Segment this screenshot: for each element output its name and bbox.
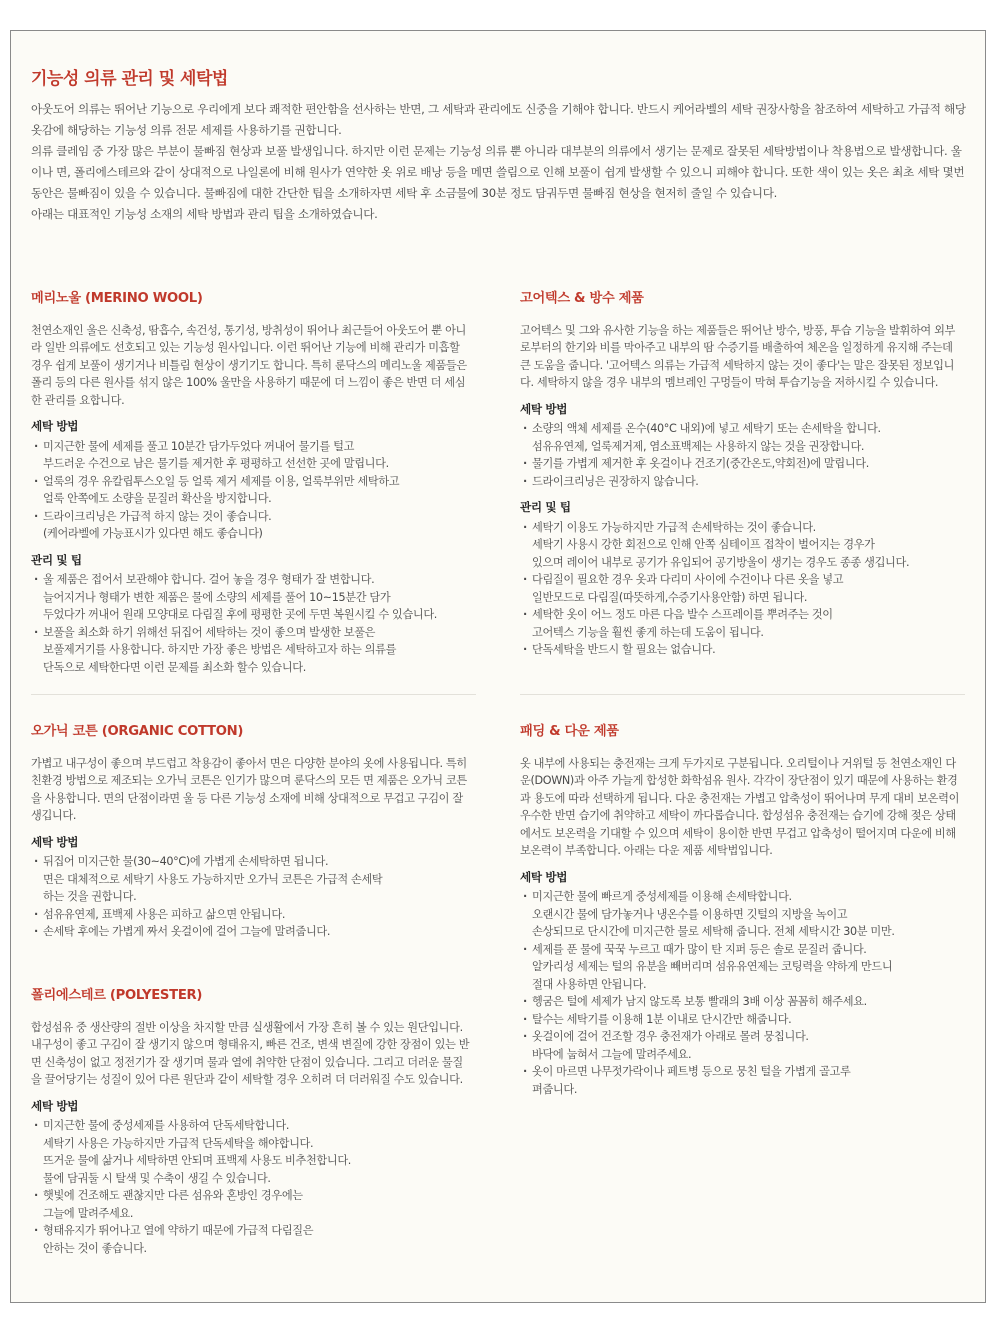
list-item-text: · 물기를 가볍게 제거한 후 옷걸이나 건조기(중간온도,약회전)에 말립니다.	[532, 457, 869, 470]
list-item-continuation: 고어텍스 기능을 훨씬 좋게 하는데 도움이 됩니다.	[532, 625, 764, 639]
section-title: 메리노울 (MERINO WOOL)	[31, 291, 203, 306]
intro-paragraph: 아웃도어 의류는 뛰어난 기능으로 우리에게 보다 쾌적한 편안함을 선사하는 반면, 그 세탁과 관리에도 신중을 기해야 합니다. 반드시 케어라벨의 세탁 권장사항을 참조하여 세탁하고 가급적 해당 옷감에 해당하는 기능성 의류 전문 세제를 사용하기를 권합니다.	[31, 102, 966, 137]
list-item-text: · 헹굼은 털에 세제가 남지 않도록 보통 빨래의 3배 이상 꼼꼼히 해주세요.	[532, 995, 867, 1008]
list-item-continuation: 알카리성 세제는 털의 유분을 빼버리며 섬유유연제는 코팅력을 약하게 만드니	[532, 960, 893, 973]
section-title: 고어텍스 & 방수 제품	[520, 291, 644, 306]
list-item	[520, 941, 965, 994]
list-item-text: · 미지근한 물에 중성세제를 사용하여 단독세탁합니다.	[43, 1119, 290, 1132]
list-item-text: · 세탁한 옷이 어느 정도 마른 다음 발수 스프레이를 뿌려주는 것이	[532, 608, 833, 621]
wash-method-heading: 세탁 방법	[520, 401, 568, 416]
list-item-continuation: 하는 것을 권합니다.	[43, 890, 137, 903]
list-item	[31, 473, 471, 508]
list-item-continuation: 펴줍니다.	[532, 1082, 578, 1096]
list-item-continuation: 세탁기 사용은 가능하지만 가급적 단독세탁을 해야합니다.	[43, 1136, 314, 1150]
list-item	[31, 624, 471, 677]
list-item-text: · 소량의 액체 세제를 온수(40°C 내외)에 넣고 세탁기 또는 손세탁을 합니다.	[532, 422, 881, 435]
list-item-text: · 미지근한 물에 세제를 풀고 10분간 담가두었다 꺼내어 물기를 털고	[43, 439, 355, 453]
care-tips-heading: 관리 및 팁	[31, 552, 82, 567]
list-item-continuation: 부드러운 수건으로 남은 물기를 제거한 후 평평하고 선선한 곳에 말립니다.	[43, 457, 389, 470]
list-item-text: · 울 제품은 접어서 보관해야 합니다. 걸어 놓을 경우 형태가 잘 변합니다.	[43, 573, 375, 586]
wash-method-heading: 세탁 방법	[520, 869, 568, 884]
list-item	[520, 571, 965, 606]
list-item-text: · 형태유지가 뛰어나고 열에 약하기 때문에 가급적 다림질은	[43, 1224, 314, 1237]
list-item-text: · 세제를 푼 물에 꾹꾹 누르고 때가 많이 탄 지퍼 등은 솔로 문질러 줍니다.	[532, 942, 867, 956]
list-item	[520, 641, 965, 659]
list-item	[31, 508, 471, 543]
list-item-continuation: 절대 사용하면 안됩니다.	[532, 977, 647, 991]
list-item-text: · 미지근한 물에 빠르게 중성세제를 이용해 손세탁합니다.	[532, 890, 792, 903]
section-title: 폴리에스테르 (POLYESTER)	[31, 988, 203, 1003]
section-divider	[520, 694, 965, 695]
section-polyester	[31, 987, 471, 1257]
list-item-continuation: 바닥에 눕혀서 그늘에 말려주세요.	[532, 1047, 692, 1061]
section-title: 오가닉 코튼 (ORGANIC COTTON)	[31, 724, 244, 739]
care-tips-heading: 관리 및 팁	[520, 500, 571, 514]
section-padding-down	[520, 723, 965, 1098]
intro-text	[31, 99, 967, 225]
list-item-continuation: (케어라벨에 가능표시가 있다면 해도 좋습니다)	[43, 527, 263, 540]
list-item-text: · 세탁기 이용도 가능하지만 가급적 손세탁하는 것이 좋습니다.	[532, 520, 816, 534]
section-description: 가볍고 내구성이 좋으며 부드럽고 착용감이 좋아서 면은 다양한 분야의 옷에 사용됩니다. 특히 친환경 방법으로 제조되는 오가닉 코튼은 인기가 많으며 룬닥스의 모든 면 제품은 오가닉 코튼을 사용합니다. 면의 단점이라면 울 등 다른 기능성 소재에 비해 상대적으로 무겁고 구김이 잘 생깁니다.	[31, 756, 467, 822]
intro-paragraph: 아래는 대표적인 기능성 소재의 세탁 방법과 관리 팁을 소개하였습니다.	[31, 207, 378, 221]
list-item-text: · 햇빛에 건조해도 괜찮지만 다른 섬유와 혼방인 경우에는	[43, 1189, 303, 1202]
list-item-continuation: 면은 대체적으로 세탁기 사용도 가능하지만 오가닉 코튼은 가급적 손세탁	[43, 872, 383, 886]
list-item-text: · 보풀을 최소화 하기 위해선 뒤집어 세탁하는 것이 좋으며 발생한 보풀은	[43, 625, 376, 639]
list-item	[520, 606, 965, 641]
list-item	[520, 993, 965, 1011]
bullet-list	[31, 1117, 471, 1257]
wash-method-heading: 세탁 방법	[31, 419, 79, 433]
bullet-list	[31, 438, 471, 543]
list-item-text: · 옷이 마르면 나무젓가락이나 페트병 등으로 뭉친 털을 가볍게 골고루	[532, 1065, 851, 1078]
section-description: 옷 내부에 사용되는 충전재는 크게 두가지로 구분됩니다. 오리털이나 거위털 등 천연소재인 다운(DOWN)과 아주 가늘게 합성한 화학섬유 원사. 각각이 장단점이 있기 때문에 사용하는 환경과 용도에 따라 선택하게 됩니다. 다운 충전재는 가볍고 압축성이 뛰어나며 무게 대비 보온력이 우수한 반면 습기에 취약하고 세탁이 까다롭습니다. 합성섬유 충전재는 습기에 강해 젖은 상태에서도 보온력을 기대할 수 있으며 세탁이 용이한 반면 무겁고 압축성이 떨어지며 다운에 비해 보온력이 부족합니다. 아래는 다운 제품 세탁법입니다.	[520, 756, 960, 857]
list-item	[520, 420, 965, 455]
list-item-text: · 다림질이 필요한 경우 옷과 다리미 사이에 수건이나 다른 옷을 넣고	[532, 573, 844, 586]
list-item	[31, 438, 471, 473]
bullet-list	[31, 571, 471, 676]
section-title: 패딩 & 다운 제품	[520, 724, 619, 739]
section-divider	[31, 694, 476, 695]
list-item-continuation: 일반모드로 다림질(따뜻하게,수증기사용안함) 하면 됩니다.	[532, 590, 808, 604]
list-item-text: · 탈수는 세탁기를 이용해 1분 이내로 단시간만 해줍니다.	[532, 1012, 792, 1026]
list-item-continuation: 두었다가 꺼내어 원래 모양대로 다림질 후에 평평한 곳에 두면 복원시킬 수 있습니다.	[43, 608, 438, 621]
list-item	[31, 853, 471, 906]
page-title: 기능성 의류 관리 및 세탁법	[31, 69, 228, 89]
bullet-list	[520, 888, 965, 1098]
list-item-text: · 뒤집어 미지근한 물(30~40°C)에 가볍게 손세탁하면 됩니다.	[43, 855, 329, 868]
list-item-continuation: 있으며 레이어 내부로 공기가 유입되어 공기방울이 생기는 경우도 종종 생깁니다.	[532, 555, 910, 569]
list-item-continuation: 세탁기 사용시 강한 회전으로 인해 안쪽 심테이프 접착이 벌어지는 경우가	[532, 538, 875, 551]
list-item	[31, 1222, 471, 1257]
list-item	[31, 923, 471, 941]
list-item	[520, 519, 965, 572]
section-merino-wool	[31, 290, 471, 676]
list-item-continuation: 얼룩 안쪽에도 소량을 문질러 확산을 방지합니다.	[43, 492, 272, 505]
list-item	[31, 906, 471, 924]
wash-method-heading: 세탁 방법	[31, 834, 79, 849]
section-description: 천연소재인 울은 신축성, 땀흡수, 속건성, 통기성, 방취성이 뛰어나 최근들어 아웃도어 뿐 아니라 일반 의류에도 선호되고 있는 기능성 원사입니다. 이런 뛰어난 기능에 비해 관리가 미흡할 경우 쉽게 보풀이 생기거나 비틀림 현상이 생기기도 합니다. 특히 룬닥스의 메리노울 제품들은 폴리 등의 다른 원사를 섞지 않은 100% 울만을 사용하기 때문에 더 느낌이 좋은 반면 더 세심한 관리를 요합니다.	[31, 323, 467, 407]
list-item-text: · 얼룩의 경우 유칼립투스오일 등 얼룩 제거 세제를 이용, 얼룩부위만 세탁하고	[43, 474, 400, 488]
list-item-continuation: 손상되므로 단시간에 미지근한 물로 세탁해 줍니다. 전체 세탁시간 30분 미만.	[532, 925, 895, 938]
wash-method-heading: 세탁 방법	[31, 1098, 79, 1113]
list-item	[520, 1011, 965, 1029]
bullet-list	[520, 420, 965, 490]
list-item	[31, 1117, 471, 1187]
list-item-continuation: 물에 담궈둘 시 탈색 및 수축이 생길 수 있습니다.	[43, 1171, 271, 1185]
list-item-text: · 옷걸이에 걸어 건조할 경우 충전재가 아래로 몰려 뭉칩니다.	[532, 1030, 809, 1043]
list-item-text: · 섬유유연제, 표백제 사용은 피하고 삶으면 안됩니다.	[43, 907, 286, 921]
list-item-text: · 드라이크리닝은 가급적 하지 않는 것이 좋습니다.	[43, 509, 272, 523]
list-item-continuation: 단독으로 세탁한다면 이런 문제를 최소화 할수 있습니다.	[43, 660, 306, 674]
list-item-continuation: 보풀제거기를 사용합니다. 하지만 가장 좋은 방법은 세탁하고자 하는 의류를	[43, 643, 397, 656]
section-organic-cotton	[31, 723, 471, 941]
list-item	[520, 455, 965, 473]
bullet-list	[31, 853, 471, 941]
bullet-list	[520, 519, 965, 659]
list-item	[520, 1063, 965, 1098]
list-item	[31, 1187, 471, 1222]
list-item	[31, 571, 471, 624]
list-item-continuation: 뜨거운 물에 삶거나 세탁하면 안되며 표백제 사용도 비추천합니다.	[43, 1154, 351, 1167]
list-item	[520, 473, 965, 491]
list-item-text: · 단독세탁을 반드시 할 필요는 없습니다.	[532, 643, 716, 656]
list-item-text: · 드라이크리닝은 권장하지 않습니다.	[532, 474, 699, 488]
list-item	[520, 1028, 965, 1063]
list-item-continuation: 오랜시간 물에 담가놓거나 냉온수를 이용하면 깃털의 지방을 녹이고	[532, 907, 848, 921]
list-item-continuation: 그늘에 말려주세요.	[43, 1206, 134, 1220]
section-description: 합성섬유 중 생산량의 절반 이상을 차지할 만큼 실생활에서 가장 흔히 볼 수 있는 원단입니다. 내구성이 좋고 구김이 잘 생기지 않으며 형태유지, 빠른 건조, 변색 변질에 강한 장점이 있는 반면 신축성이 없고 정전기가 잘 생기며 물과 열에 취약한 단점이 있습니다. 그리고 더러운 물질을 끌어당기는 성질이 있어 다른 원단과 같이 세탁할 경우 오히려 더 더러워질 수도 있습니다.	[31, 1020, 470, 1086]
list-item-text: · 손세탁 후에는 가볍게 짜서 옷걸이에 걸어 그늘에 말려줍니다.	[43, 925, 331, 938]
section-goretex	[520, 290, 965, 659]
list-item-continuation: 안하는 것이 좋습니다.	[43, 1241, 147, 1255]
list-item	[520, 888, 965, 941]
section-description: 고어텍스 및 그와 유사한 기능을 하는 제품들은 뛰어난 방수, 방풍, 투습 기능을 발휘하여 외부로부터의 한기와 비를 막아주고 내부의 땀 수증기를 배출하여 체온을 일정하게 유지해 주는데 큰 도움을 줍니다. '고어텍스 의류는 가급적 세탁하지 않는 것이 좋다'는 말은 잘못된 정보입니다. 세탁하지 않을 경우 내부의 멤브레인 구멍들이 막혀 투습기능을 저하시킬 수 있습니다.	[520, 323, 956, 389]
list-item-continuation: 늘어지거나 형태가 변한 제품은 물에 소량의 세제를 풀어 10~15분간 담가	[43, 590, 391, 604]
intro-paragraph: 의류 클레임 중 가장 많은 부분이 물빠짐 현상과 보풀 발생입니다. 하지만 이런 문제는 기능성 의류 뿐 아니라 대부분의 의류에서 생기는 문제로 잘못된 세탁방법이나 착용법으로 발생합니다. 울이나 면, 폴리에스테르와 같이 상대적으로 나일론에 비해 원사가 연약한 옷 위로 배낭 등을 메면 쓸림으로 인해 보풀이 쉽게 발생할 수 있으니 피해야 합니다. 또한 색이 있는 옷은 최초 세탁 몇번 동안은 물빠짐이 있을 수 있습니다. 물빠짐에 대한 간단한 팁을 소개하자면 세탁 후 소금물에 30분 정도 담궈두면 물빠짐 현상을 현저히 줄일 수 있습니다.	[31, 144, 965, 200]
list-item-continuation: 섬유유연제, 얼룩제거제, 염소표백제는 사용하지 않는 것을 권장합니다.	[532, 439, 865, 453]
